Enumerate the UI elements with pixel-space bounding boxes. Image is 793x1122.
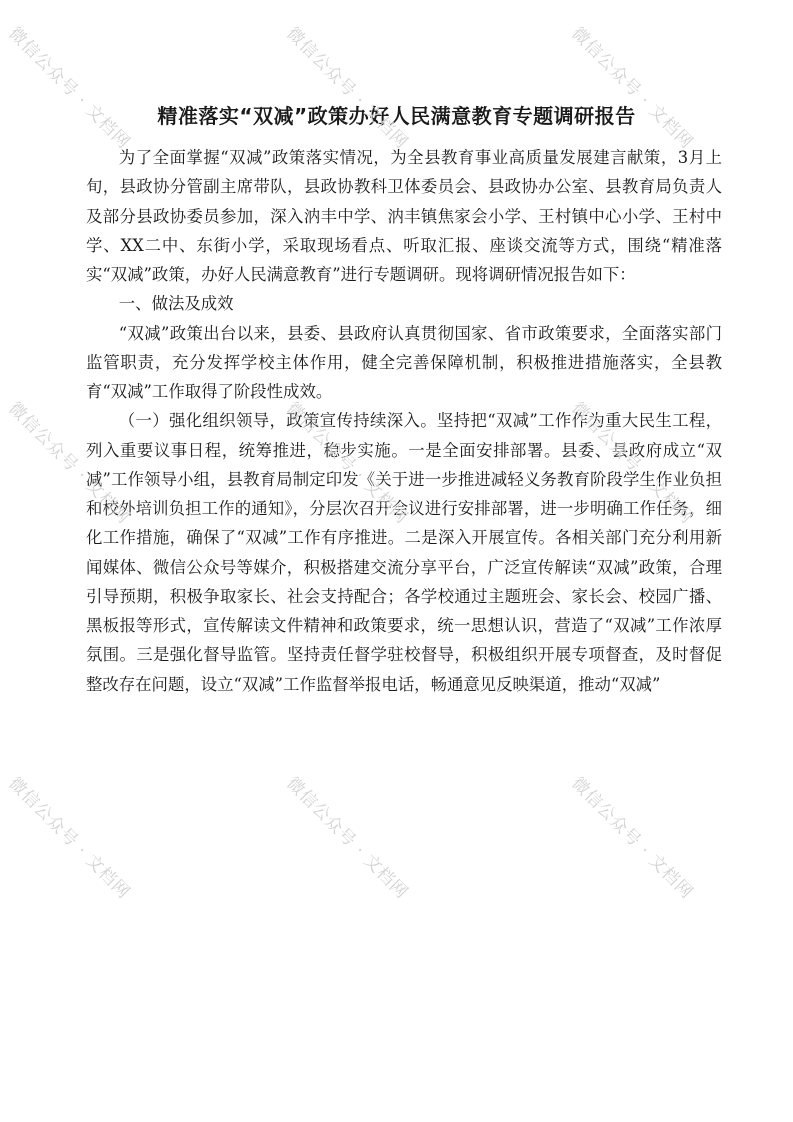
watermark-text: 微信公众号 · 文档网 <box>567 398 697 529</box>
watermark-text: 微信公众号 · 文档网 <box>4 398 134 529</box>
watermark-text: 微信公众号 · 文档网 <box>4 23 134 154</box>
watermark-text: 微信公众号 · 文档网 <box>567 23 697 154</box>
intro-paragraph: 为了全面掌握“双减”政策落实情况，为全县教育事业高质量发展建言献策，3月上旬，县政协分管副主席带队，县政协教科卫体委员会、县政协办公室、县教育局负责人及部分县政协委员参加，深入汭丰中学、汭丰镇焦家会小学、王村镇中心小学、王村中学、XX二中、东街小学，采取现场看点、听取汇报、座谈交流等方式，围绕“精准落实“双减”政策，办好人民满意教育”进行专题调研。现将调研情况报告如下： <box>86 148 722 284</box>
watermark-text: 微信公众号 · 文档网 <box>567 773 697 904</box>
watermark-text: 微信公众号 · 文档网 <box>282 23 412 154</box>
watermark-text: 微信公众号 · 文档网 <box>4 773 134 904</box>
section-paragraph: “双减”政策出台以来，县委、县政府认真贯彻国家、省市政策要求，全面落实部门监管职责，充分发挥学校主体作用，健全完善保障机制，积极推进措施落实，全县教育“双减”工作取得了阶段性成效。 <box>86 323 722 401</box>
watermark-text: 微信公众号 · 文档网 <box>282 398 412 529</box>
document-body <box>86 143 722 699</box>
document-title: 精准落实“双减”政策办好人民满意教育专题调研报告 <box>157 104 636 128</box>
section-heading: 一、做法及成效 <box>118 294 234 314</box>
watermark-text: 微信公众号 · 文档网 <box>282 773 412 904</box>
subsection-paragraph: （一）强化组织领导，政策宣传持续深入。坚持把“双减”工作作为重大民生工程，列入重要议事日程，统筹推进，稳步实施。一是全面安排部署。县委、县政府成立“双减”工作领导小组，县教育局制定印发《关于进一步推进减轻义务教育阶段学生作业负担和校外培训负担工作的通知》，分层次召开会议进行安排部署，进一步明确工作任务，细化工作措施，确保了“双减”工作有序推进。二是深入开展宣传。各相关部门充分利用新闻媒体、微信公众号等媒介，积极搭建交流分享平台，广泛宣传解读“双减”政策，合理引导预期，积极争取家长、社会支持配合；各学校通过主题班会、家长会、校园广播、黑板报等形式，宣传解读文件精神和政策要求，统一思想认识，营造了“双减”工作浓厚氛围。三是强化督导监管。坚持责任督学驻校督导，积极组织开展专项督查，及时督促整改存在问题，设立“双减”工作监督举报电话，畅通意见反映渠道，推动“双减” <box>86 411 722 694</box>
